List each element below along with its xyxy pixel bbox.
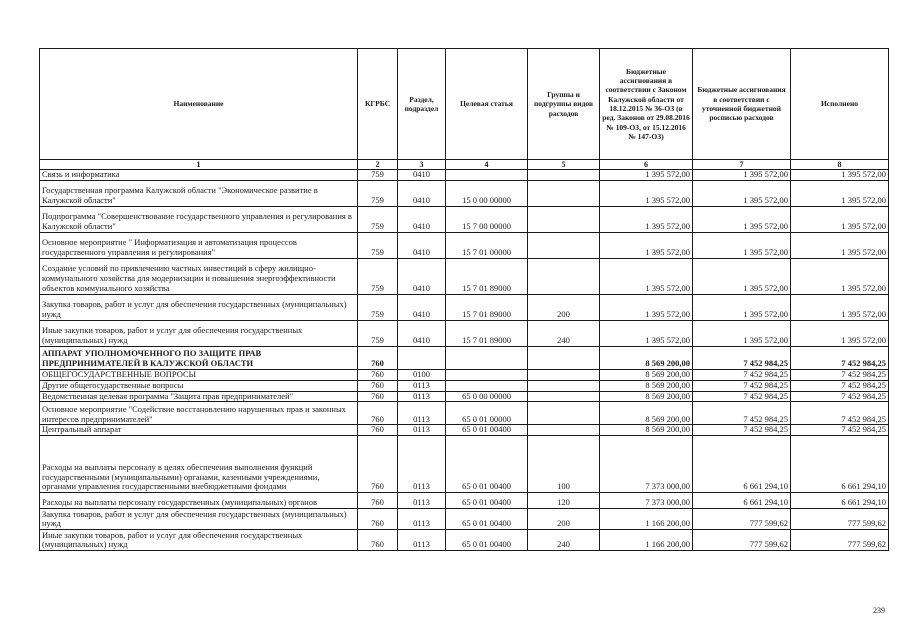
row-section [398, 346, 446, 369]
row-name: ОБЩЕГОСУДАРСТВЕННЫЕ ВОПРОСЫ [40, 369, 358, 380]
row-name: Расходы на выплаты персоналу в целях обеспечения выполнения функций государственными (муниципальными) органами, казенными учреждениями, органами управления государственными внебюджетными фондами [40, 436, 358, 493]
row-expense-group: 240 [528, 530, 600, 551]
row-section: 0410 [398, 206, 446, 232]
row-section: 0410 [398, 232, 446, 258]
row-approved-amount: 1 395 572,00 [600, 170, 693, 181]
row-executed-amount: 777 599,62 [791, 509, 889, 530]
row-target-article: 15 7 00 00000 [446, 206, 528, 232]
row-refined-amount: 6 661 294,10 [693, 436, 791, 493]
row-name: Подпрограмма "Совершенствование государственного управления и регулирования в Калужской области" [40, 206, 358, 232]
row-kgrbs: 760 [358, 369, 398, 380]
row-kgrbs: 760 [358, 346, 398, 369]
row-refined-amount: 777 599,62 [693, 530, 791, 551]
column-number: 6 [600, 160, 693, 170]
row-expense-group [528, 425, 600, 436]
row-name: Центральный аппарат [40, 425, 358, 436]
row-approved-amount: 1 166 200,00 [600, 530, 693, 551]
row-target-article: 65 0 01 00400 [446, 436, 528, 493]
row-refined-amount: 7 452 984,25 [693, 369, 791, 380]
row-section: 0410 [398, 320, 446, 346]
row-target-article: 15 7 01 89000 [446, 294, 528, 320]
header-groups: Группы и подгруппы видов расходов [528, 49, 600, 160]
row-approved-amount: 1 395 572,00 [600, 206, 693, 232]
table-row [40, 493, 889, 509]
row-executed-amount: 777 599,62 [791, 530, 889, 551]
row-kgrbs: 760 [358, 425, 398, 436]
row-refined-amount: 7 452 984,25 [693, 346, 791, 369]
row-kgrbs: 760 [358, 509, 398, 530]
row-target-article: 65 0 01 00400 [446, 509, 528, 530]
row-refined-amount: 1 395 572,00 [693, 258, 791, 294]
row-name: Основное мероприятие "Содействие восстановлению нарушенных прав и законных интересов предпринимателей" [40, 402, 358, 425]
row-approved-amount: 8 569 200,00 [600, 346, 693, 369]
table-row [40, 170, 889, 181]
header-target: Целевая статья [446, 49, 528, 160]
row-approved-amount: 1 395 572,00 [600, 180, 693, 206]
row-expense-group [528, 380, 600, 391]
row-expense-group [528, 206, 600, 232]
table-row [40, 380, 889, 391]
row-kgrbs: 759 [358, 170, 398, 181]
row-executed-amount: 1 395 572,00 [791, 258, 889, 294]
row-section: 0410 [398, 180, 446, 206]
row-section: 0113 [398, 425, 446, 436]
row-expense-group [528, 369, 600, 380]
row-target-article: 65 0 01 00400 [446, 425, 528, 436]
row-approved-amount: 8 569 200,00 [600, 391, 693, 402]
row-expense-group [528, 402, 600, 425]
row-target-article: 15 7 01 00000 [446, 232, 528, 258]
row-executed-amount: 7 452 984,25 [791, 369, 889, 380]
row-refined-amount: 1 395 572,00 [693, 320, 791, 346]
row-approved-amount: 1 166 200,00 [600, 509, 693, 530]
row-target-article: 15 7 01 89000 [446, 320, 528, 346]
row-refined-amount: 1 395 572,00 [693, 294, 791, 320]
row-expense-group [528, 258, 600, 294]
row-target-article: 65 0 00 00000 [446, 391, 528, 402]
row-section: 0410 [398, 170, 446, 181]
row-name: Ведомственная целевая программа "Защита прав предпринимателей" [40, 391, 358, 402]
row-name: Другие общегосударственные вопросы [40, 380, 358, 391]
row-expense-group [528, 391, 600, 402]
row-section: 0410 [398, 258, 446, 294]
row-target-article [446, 346, 528, 369]
column-number: 8 [791, 160, 889, 170]
column-number: 4 [446, 160, 528, 170]
header-executed: Исполнено [791, 49, 889, 160]
row-expense-group [528, 232, 600, 258]
table-row [40, 206, 889, 232]
table-row [40, 232, 889, 258]
row-expense-group: 100 [528, 436, 600, 493]
table-row [40, 391, 889, 402]
row-section: 0113 [398, 402, 446, 425]
row-name: Государственная программа Калужской области "Экономическое развитие в Калужской области" [40, 180, 358, 206]
row-approved-amount: 7 373 000,00 [600, 493, 693, 509]
row-refined-amount: 7 452 984,25 [693, 425, 791, 436]
row-section: 0113 [398, 509, 446, 530]
row-target-article [446, 380, 528, 391]
row-section: 0113 [398, 380, 446, 391]
header-section: Раздел, подраздел [398, 49, 446, 160]
row-approved-amount: 1 395 572,00 [600, 258, 693, 294]
header-refined: Бюджетные ассигнования в соответствии с уточненной бюджетной росписью расходов [693, 49, 791, 160]
row-target-article: 65 0 01 00400 [446, 493, 528, 509]
column-number: 5 [528, 160, 600, 170]
row-kgrbs: 759 [358, 294, 398, 320]
row-section: 0113 [398, 530, 446, 551]
table-row [40, 294, 889, 320]
row-expense-group: 120 [528, 493, 600, 509]
row-expense-group [528, 170, 600, 181]
table-row [40, 436, 889, 493]
table-row [40, 509, 889, 530]
row-kgrbs: 760 [358, 391, 398, 402]
row-expense-group [528, 180, 600, 206]
header-approved: Бюджетные ассигнования в соответствии с Законом Калужской области от 18.12.2015 № 36-ОЗ (в ред. Законов от 29.08.2016 № 109-ОЗ, от 15.12.2016 № 147-ОЗ) [600, 49, 693, 160]
row-approved-amount: 8 569 200,00 [600, 402, 693, 425]
row-expense-group [528, 346, 600, 369]
row-approved-amount: 1 395 572,00 [600, 294, 693, 320]
row-executed-amount: 7 452 984,25 [791, 346, 889, 369]
table-row [40, 320, 889, 346]
column-number: 2 [358, 160, 398, 170]
row-executed-amount: 1 395 572,00 [791, 294, 889, 320]
row-name: Закупка товаров, работ и услуг для обеспечения государственных (муниципальных) нужд [40, 509, 358, 530]
row-kgrbs: 759 [358, 206, 398, 232]
table-row [40, 258, 889, 294]
row-name: Расходы на выплаты персоналу государственных (муниципальных) органов [40, 493, 358, 509]
row-name: АППАРАТ УПОЛНОМОЧЕННОГО ПО ЗАЩИТЕ ПРАВ ПРЕДПРИНИМАТЕЛЕЙ В КАЛУЖСКОЙ ОБЛАСТИ [40, 346, 358, 369]
row-section: 0113 [398, 436, 446, 493]
row-kgrbs: 760 [358, 380, 398, 391]
row-refined-amount: 1 395 572,00 [693, 180, 791, 206]
row-executed-amount: 6 661 294,10 [791, 436, 889, 493]
row-executed-amount: 1 395 572,00 [791, 320, 889, 346]
budget-table [39, 48, 889, 551]
row-refined-amount: 7 452 984,25 [693, 402, 791, 425]
row-executed-amount: 6 661 294,10 [791, 493, 889, 509]
row-kgrbs: 760 [358, 436, 398, 493]
row-kgrbs: 759 [358, 180, 398, 206]
row-name: Основное мероприятие " Информатизация и автоматизация процессов государственного управления и регулирования" [40, 232, 358, 258]
row-expense-group: 200 [528, 294, 600, 320]
page-number: 239 [873, 606, 885, 615]
row-approved-amount: 8 569 200,00 [600, 425, 693, 436]
row-name: Иные закупки товаров, работ и услуг для обеспечения государственных (муниципальных) нужд [40, 320, 358, 346]
row-target-article: 15 7 01 89000 [446, 258, 528, 294]
row-kgrbs: 760 [358, 402, 398, 425]
table-row [40, 530, 889, 551]
row-refined-amount: 1 395 572,00 [693, 232, 791, 258]
row-section: 0100 [398, 369, 446, 380]
row-target-article: 65 0 01 00400 [446, 530, 528, 551]
row-executed-amount: 1 395 572,00 [791, 232, 889, 258]
row-target-article: 15 0 00 00000 [446, 180, 528, 206]
row-refined-amount: 7 452 984,25 [693, 391, 791, 402]
row-refined-amount: 7 452 984,25 [693, 380, 791, 391]
row-executed-amount: 7 452 984,25 [791, 402, 889, 425]
table-row [40, 346, 889, 369]
row-target-article [446, 170, 528, 181]
row-executed-amount: 7 452 984,25 [791, 380, 889, 391]
row-section: 0113 [398, 391, 446, 402]
table-row [40, 180, 889, 206]
column-number-row [40, 160, 889, 170]
row-refined-amount: 1 395 572,00 [693, 206, 791, 232]
table-row [40, 402, 889, 425]
row-kgrbs: 760 [358, 530, 398, 551]
row-section: 0410 [398, 294, 446, 320]
row-section: 0113 [398, 493, 446, 509]
table-row [40, 425, 889, 436]
row-executed-amount: 7 452 984,25 [791, 425, 889, 436]
row-kgrbs: 759 [358, 320, 398, 346]
row-kgrbs: 760 [358, 493, 398, 509]
row-name: Связь и информатика [40, 170, 358, 181]
row-kgrbs: 759 [358, 232, 398, 258]
column-number: 3 [398, 160, 446, 170]
row-approved-amount: 8 569 200,00 [600, 380, 693, 391]
row-approved-amount: 1 395 572,00 [600, 232, 693, 258]
row-executed-amount: 7 452 984,25 [791, 391, 889, 402]
header-kgrbs: КГРБС [358, 49, 398, 160]
row-refined-amount: 777 599,62 [693, 509, 791, 530]
row-executed-amount: 1 395 572,00 [791, 206, 889, 232]
row-kgrbs: 759 [358, 258, 398, 294]
row-refined-amount: 6 661 294,10 [693, 493, 791, 509]
row-expense-group: 200 [528, 509, 600, 530]
row-target-article [446, 369, 528, 380]
row-approved-amount: 7 373 000,00 [600, 436, 693, 493]
table-row [40, 369, 889, 380]
row-name: Иные закупки товаров, работ и услуг для обеспечения государственных (муниципальных) нужд [40, 530, 358, 551]
column-number: 1 [40, 160, 358, 170]
row-name: Закупка товаров, работ и услуг для обеспечения государственных (муниципальных) нужд [40, 294, 358, 320]
row-executed-amount: 1 395 572,00 [791, 170, 889, 181]
row-approved-amount: 8 569 200,00 [600, 369, 693, 380]
row-name: Создание условий по привлечению частных инвестиций в сферу жилищно-коммунального хозяйства для модернизации и повышения энергоэффективности объектов коммунального хозяйства [40, 258, 358, 294]
header-name: Наименование [40, 49, 358, 160]
column-number: 7 [693, 160, 791, 170]
row-expense-group: 240 [528, 320, 600, 346]
row-refined-amount: 1 395 572,00 [693, 170, 791, 181]
row-executed-amount: 1 395 572,00 [791, 180, 889, 206]
row-target-article: 65 0 01 00000 [446, 402, 528, 425]
row-approved-amount: 1 395 572,00 [600, 320, 693, 346]
